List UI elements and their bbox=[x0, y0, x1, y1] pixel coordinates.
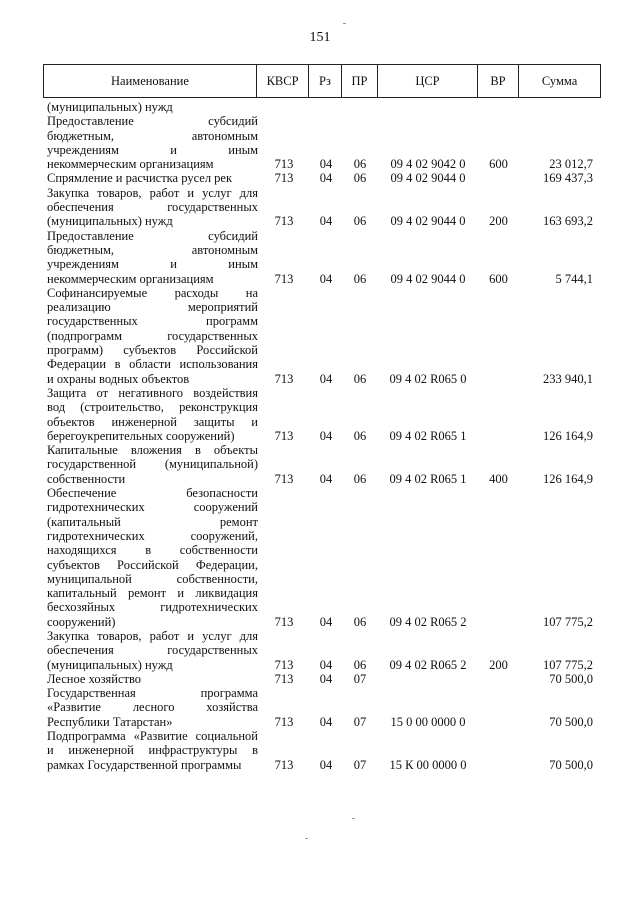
row-name-line: (муниципальных) нужд bbox=[47, 100, 173, 114]
scan-speck bbox=[305, 838, 308, 839]
row-pr: 06 bbox=[353, 471, 367, 486]
row-kvsr: 713 bbox=[274, 671, 294, 686]
row-name-line: государственной (муниципальной) bbox=[47, 457, 258, 472]
row-name-line: обеспечения государственных bbox=[47, 200, 258, 215]
row-name bbox=[43, 114, 258, 171]
header-sum: Сумма bbox=[518, 65, 600, 97]
row-pr: 06 bbox=[353, 614, 367, 629]
row-sum: 107 775,2 bbox=[543, 614, 593, 629]
row-pr: 06 bbox=[353, 371, 367, 386]
table-row bbox=[43, 729, 601, 772]
row-vr: 400 bbox=[489, 471, 508, 486]
row-kvsr: 713 bbox=[274, 214, 294, 229]
table-row bbox=[43, 443, 601, 486]
row-sum: 23 012,7 bbox=[549, 157, 593, 172]
row-csr: 09 4 02 9044 0 bbox=[390, 214, 466, 229]
table-row bbox=[43, 629, 601, 672]
table-body bbox=[43, 100, 601, 772]
row-sum: 126 164,9 bbox=[543, 471, 593, 486]
row-name bbox=[43, 386, 258, 443]
row-rz: 04 bbox=[319, 471, 333, 486]
row-pr: 06 bbox=[353, 657, 367, 672]
row-name-line: сооружений) bbox=[47, 614, 116, 629]
scan-speck bbox=[343, 23, 346, 24]
row-kvsr: 713 bbox=[274, 757, 294, 772]
row-name-line: Закупка товаров, работ и услуг для bbox=[47, 185, 258, 200]
table-row bbox=[43, 486, 601, 629]
row-name bbox=[43, 443, 258, 486]
row-kvsr: 713 bbox=[274, 471, 294, 486]
row-kvsr: 713 bbox=[274, 657, 294, 672]
row-pr: 06 bbox=[353, 271, 367, 286]
row-name-line: Подпрограмма «Развитие социальной bbox=[47, 729, 258, 744]
row-name-line: Лесное хозяйство bbox=[47, 671, 142, 686]
row-name-line: гидротехнических сооружений bbox=[47, 500, 258, 515]
row-rz: 04 bbox=[319, 371, 333, 386]
row-name-line: рамках Государственной программы bbox=[47, 757, 242, 772]
row-csr: 09 4 02 R065 1 bbox=[389, 428, 467, 443]
header-name: Наименование bbox=[111, 73, 189, 88]
row-name-line: Республики Татарстан» bbox=[47, 714, 173, 729]
row-csr: 09 4 02 9044 0 bbox=[390, 271, 466, 286]
row-pr: 07 bbox=[353, 671, 367, 686]
row-pr: 07 bbox=[353, 714, 367, 729]
row-name-line: бюджетным, автономным bbox=[47, 242, 258, 257]
row-name-line: Защита от негативного воздействия bbox=[47, 385, 258, 400]
row-rz: 04 bbox=[319, 714, 333, 729]
row-name-line: Предоставление субсидий bbox=[47, 114, 258, 129]
row-name-line: Софинансируемые расходы на bbox=[47, 285, 258, 300]
row-rz: 04 bbox=[319, 614, 333, 629]
row-name-line: (подпрограмм государственных bbox=[47, 328, 258, 343]
table-row bbox=[43, 686, 601, 729]
row-csr: 09 4 02 R065 0 bbox=[389, 371, 467, 386]
row-sum: 126 164,9 bbox=[543, 428, 593, 443]
row-name bbox=[43, 629, 258, 672]
row-rz: 04 bbox=[319, 428, 333, 443]
row-name-line: гидротехнических сооружений, bbox=[47, 528, 258, 543]
row-name-line: капитальный ремонт и ликвидация bbox=[47, 586, 258, 601]
row-name-line: Государственная программа bbox=[47, 686, 258, 701]
row-csr: 09 4 02 R065 1 bbox=[389, 471, 467, 486]
row-pr: 06 bbox=[353, 214, 367, 229]
row-name bbox=[43, 286, 258, 386]
row-csr: 09 4 02 9044 0 bbox=[390, 171, 466, 186]
scan-speck bbox=[352, 818, 355, 819]
row-name bbox=[43, 100, 258, 114]
row-name bbox=[43, 229, 258, 286]
row-sum: 169 437,3 bbox=[543, 171, 593, 186]
row-rz: 04 bbox=[319, 271, 333, 286]
row-name-line: объектов инженерной защиты и bbox=[47, 414, 258, 429]
row-name-line: берегоукрепительных сооружений) bbox=[47, 428, 235, 443]
table-header bbox=[43, 64, 601, 98]
row-name-line: Капитальные вложения в объекты bbox=[47, 443, 258, 458]
row-rz: 04 bbox=[319, 171, 333, 186]
row-name-line: Предоставление субсидий bbox=[47, 228, 258, 243]
row-vr: 200 bbox=[489, 657, 508, 672]
row-sum: 233 940,1 bbox=[543, 371, 593, 386]
row-sum: 70 500,0 bbox=[549, 671, 593, 686]
row-pr: 06 bbox=[353, 428, 367, 443]
row-kvsr: 713 bbox=[274, 714, 294, 729]
row-name-line: «Развитие лесного хозяйства bbox=[47, 700, 258, 715]
row-rz: 04 bbox=[319, 757, 333, 772]
table-row bbox=[43, 229, 601, 286]
header-vr: ВР bbox=[477, 65, 518, 97]
row-kvsr: 713 bbox=[274, 157, 294, 172]
row-name-line: учреждениям и иным bbox=[47, 142, 258, 157]
row-sum: 70 500,0 bbox=[549, 714, 593, 729]
row-name-line: (муниципальных) нужд bbox=[47, 657, 173, 672]
row-sum: 163 693,2 bbox=[543, 214, 593, 229]
row-name-line: учреждениям и иным bbox=[47, 257, 258, 272]
row-name-line: обеспечения государственных bbox=[47, 643, 258, 658]
header-rz: Рз bbox=[308, 65, 341, 97]
row-kvsr: 713 bbox=[274, 371, 294, 386]
row-csr: 09 4 02 9042 0 bbox=[390, 157, 466, 172]
row-kvsr: 713 bbox=[274, 171, 294, 186]
row-name-line: муниципальной собственности, bbox=[47, 571, 258, 586]
row-name-line: бесхозяйных гидротехнических bbox=[47, 600, 258, 615]
row-pr: 06 bbox=[353, 157, 367, 172]
row-name-line: программ) субъектов Российской bbox=[47, 343, 258, 358]
row-name bbox=[43, 171, 258, 185]
row-vr: 600 bbox=[489, 271, 508, 286]
row-rz: 04 bbox=[319, 657, 333, 672]
row-name-line: некоммерческим организациям bbox=[47, 271, 214, 286]
page-number: 151 bbox=[309, 30, 331, 45]
row-name-line: и инженерной инфраструктуры в bbox=[47, 743, 258, 758]
row-name bbox=[43, 186, 258, 229]
row-kvsr: 713 bbox=[274, 271, 294, 286]
row-vr: 200 bbox=[489, 214, 508, 229]
row-name-line: (капитальный ремонт bbox=[47, 514, 258, 529]
table-row bbox=[43, 186, 601, 229]
row-name-line: Обеспечение безопасности bbox=[47, 486, 258, 501]
table-row bbox=[43, 286, 601, 386]
row-vr: 600 bbox=[489, 157, 508, 172]
row-csr: 15 К 00 0000 0 bbox=[389, 757, 467, 772]
row-csr: 09 4 02 R065 2 bbox=[389, 614, 467, 629]
row-pr: 06 bbox=[353, 171, 367, 186]
row-csr: 09 4 02 R065 2 bbox=[389, 657, 467, 672]
table-row bbox=[43, 114, 601, 171]
table-row bbox=[43, 171, 601, 185]
header-kvsr: КВСР bbox=[256, 65, 308, 97]
row-name-line: Спрямление и расчистка русел рек bbox=[47, 171, 233, 186]
row-name-line: вод (строительство, реконструкция bbox=[47, 400, 258, 415]
row-name bbox=[43, 486, 258, 629]
row-name bbox=[43, 686, 258, 729]
row-name-line: и охраны водных объектов bbox=[47, 371, 190, 386]
row-name-line: (муниципальных) нужд bbox=[47, 214, 173, 229]
table-row bbox=[43, 672, 601, 686]
table-row bbox=[43, 100, 601, 114]
row-name-line: Закупка товаров, работ и услуг для bbox=[47, 628, 258, 643]
row-name-line: реализацию мероприятий bbox=[47, 300, 258, 315]
row-kvsr: 713 bbox=[274, 614, 294, 629]
row-kvsr: 713 bbox=[274, 428, 294, 443]
row-sum: 5 744,1 bbox=[555, 271, 593, 286]
row-name-line: находящихся в собственности bbox=[47, 543, 258, 558]
row-name bbox=[43, 729, 258, 772]
row-name-line: некоммерческим организациям bbox=[47, 157, 214, 172]
row-pr: 07 bbox=[353, 757, 367, 772]
row-sum: 107 775,2 bbox=[543, 657, 593, 672]
row-rz: 04 bbox=[319, 671, 333, 686]
row-rz: 04 bbox=[319, 214, 333, 229]
table-row bbox=[43, 386, 601, 443]
row-name-line: субъектов Российской Федерации, bbox=[47, 557, 258, 572]
row-rz: 04 bbox=[319, 157, 333, 172]
header-csr: ЦСР bbox=[377, 65, 477, 97]
row-name-line: собственности bbox=[47, 471, 126, 486]
row-name-line: бюджетным, автономным bbox=[47, 128, 258, 143]
row-name-line: государственных программ bbox=[47, 314, 258, 329]
row-name bbox=[43, 672, 258, 686]
row-csr: 15 0 00 0000 0 bbox=[390, 714, 466, 729]
row-sum: 70 500,0 bbox=[549, 757, 593, 772]
row-name-line: Федерации в области использования bbox=[47, 357, 258, 372]
header-pr: ПР bbox=[341, 65, 377, 97]
